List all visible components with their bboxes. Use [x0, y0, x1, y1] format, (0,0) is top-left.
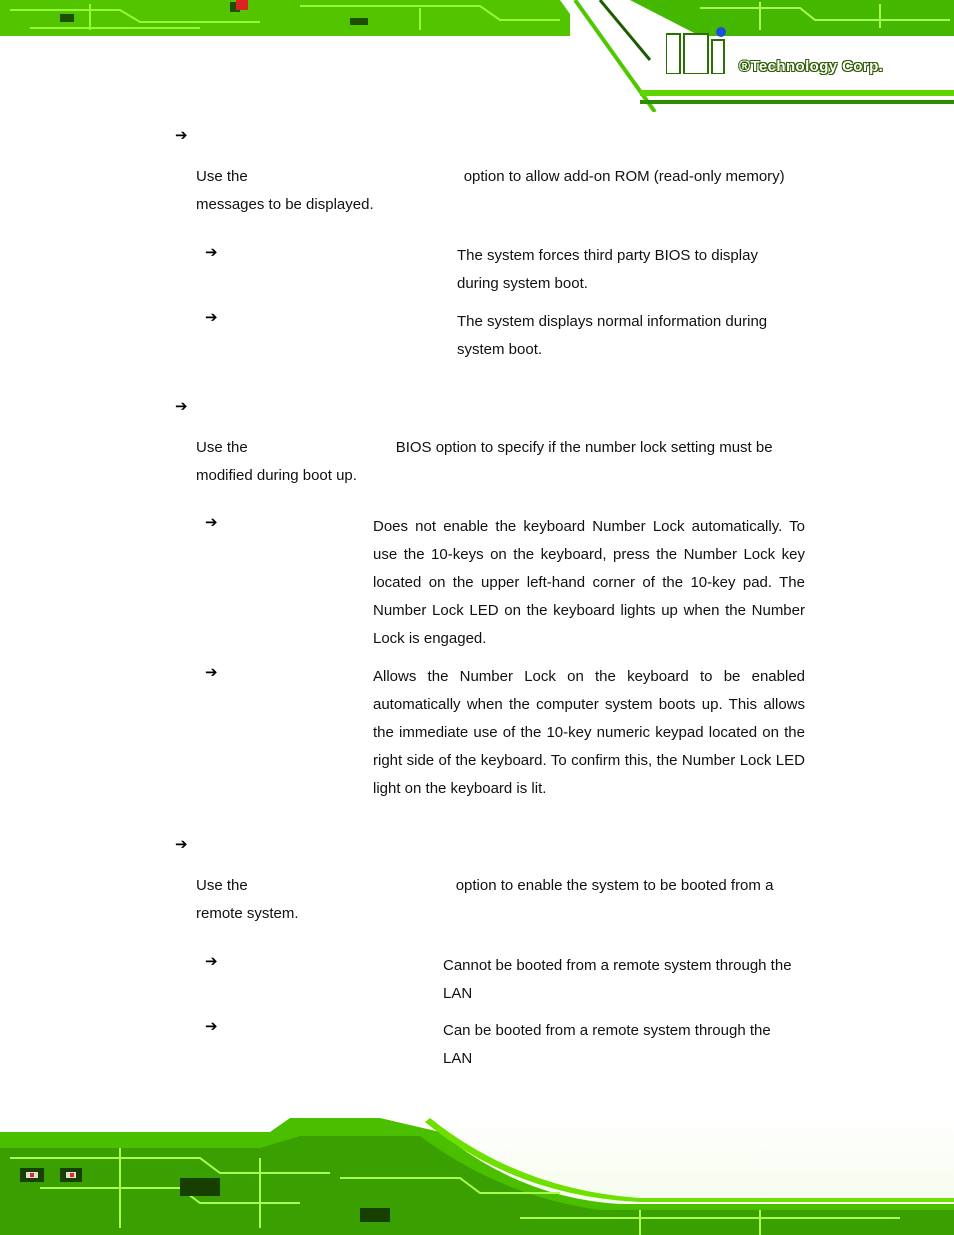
- option-line1: The system displays normal information during: [457, 313, 768, 330]
- intro-tail: option to enable the system to be booted from a: [455, 877, 774, 894]
- option-line1: The system forces third party BIOS to display: [457, 247, 758, 264]
- option-description: [457, 308, 805, 364]
- arrow-bullet-icon: ➔: [205, 243, 218, 261]
- option-description: Allows the Number Lock on the keyboard to be enabled automatically when the computer system boots up. This allows the immediate use of the 10-key numeric keypad located on the right side of the keyboard. To confirm this, the Number Lock LED light on the keyboard is lit.: [373, 668, 805, 797]
- header-circuit-banner: [0, 0, 954, 112]
- arrow-bullet-icon: ➔: [175, 397, 188, 415]
- iei-logo-icon: [666, 26, 726, 74]
- footer-circuit-banner: [0, 1118, 954, 1235]
- intro-line2: messages to be displayed.: [196, 196, 374, 213]
- option-line2: LAN: [443, 985, 473, 1002]
- option-line2: system boot.: [457, 341, 543, 358]
- option-line2: during system boot.: [457, 275, 588, 292]
- arrow-bullet-icon: ➔: [175, 835, 188, 853]
- arrow-bullet-icon: ➔: [205, 663, 218, 681]
- option-description: [457, 242, 805, 298]
- option-description: Does not enable the keyboard Number Lock automatically. To use the 10-keys on the keyboard, press the Number Lock key located on the upper left-hand corner of the 10-key pad. The Number Lock LED on the keyboard lights up when the Number Lock is engaged.: [373, 518, 805, 647]
- arrow-bullet-icon: ➔: [205, 952, 218, 970]
- option-line1: Cannot be booted from a remote system through the: [443, 957, 792, 974]
- arrow-bullet-icon: ➔: [205, 513, 218, 531]
- intro-line2: remote system.: [196, 905, 299, 922]
- section-intro: [196, 872, 814, 928]
- option-line2: LAN: [443, 1050, 473, 1067]
- section-intro: [196, 434, 814, 490]
- intro-line2: modified during boot up.: [196, 467, 357, 484]
- option-description: [443, 1017, 805, 1073]
- arrow-bullet-icon: ➔: [205, 1017, 218, 1035]
- brand-name: ®Technology Corp.: [739, 58, 884, 75]
- intro-tail: option to allow add-on ROM (read-only memory): [463, 168, 785, 185]
- option-description: [443, 952, 805, 1008]
- option-line1: Can be booted from a remote system through the: [443, 1022, 771, 1039]
- arrow-bullet-icon: ➔: [205, 308, 218, 326]
- section-intro: [196, 163, 814, 219]
- intro-prefix: Use the: [196, 877, 248, 894]
- intro-tail: BIOS option to specify if the number lock setting must be: [395, 439, 773, 456]
- arrow-bullet-icon: ➔: [175, 126, 188, 144]
- intro-prefix: Use the: [196, 439, 248, 456]
- intro-prefix: Use the: [196, 168, 248, 185]
